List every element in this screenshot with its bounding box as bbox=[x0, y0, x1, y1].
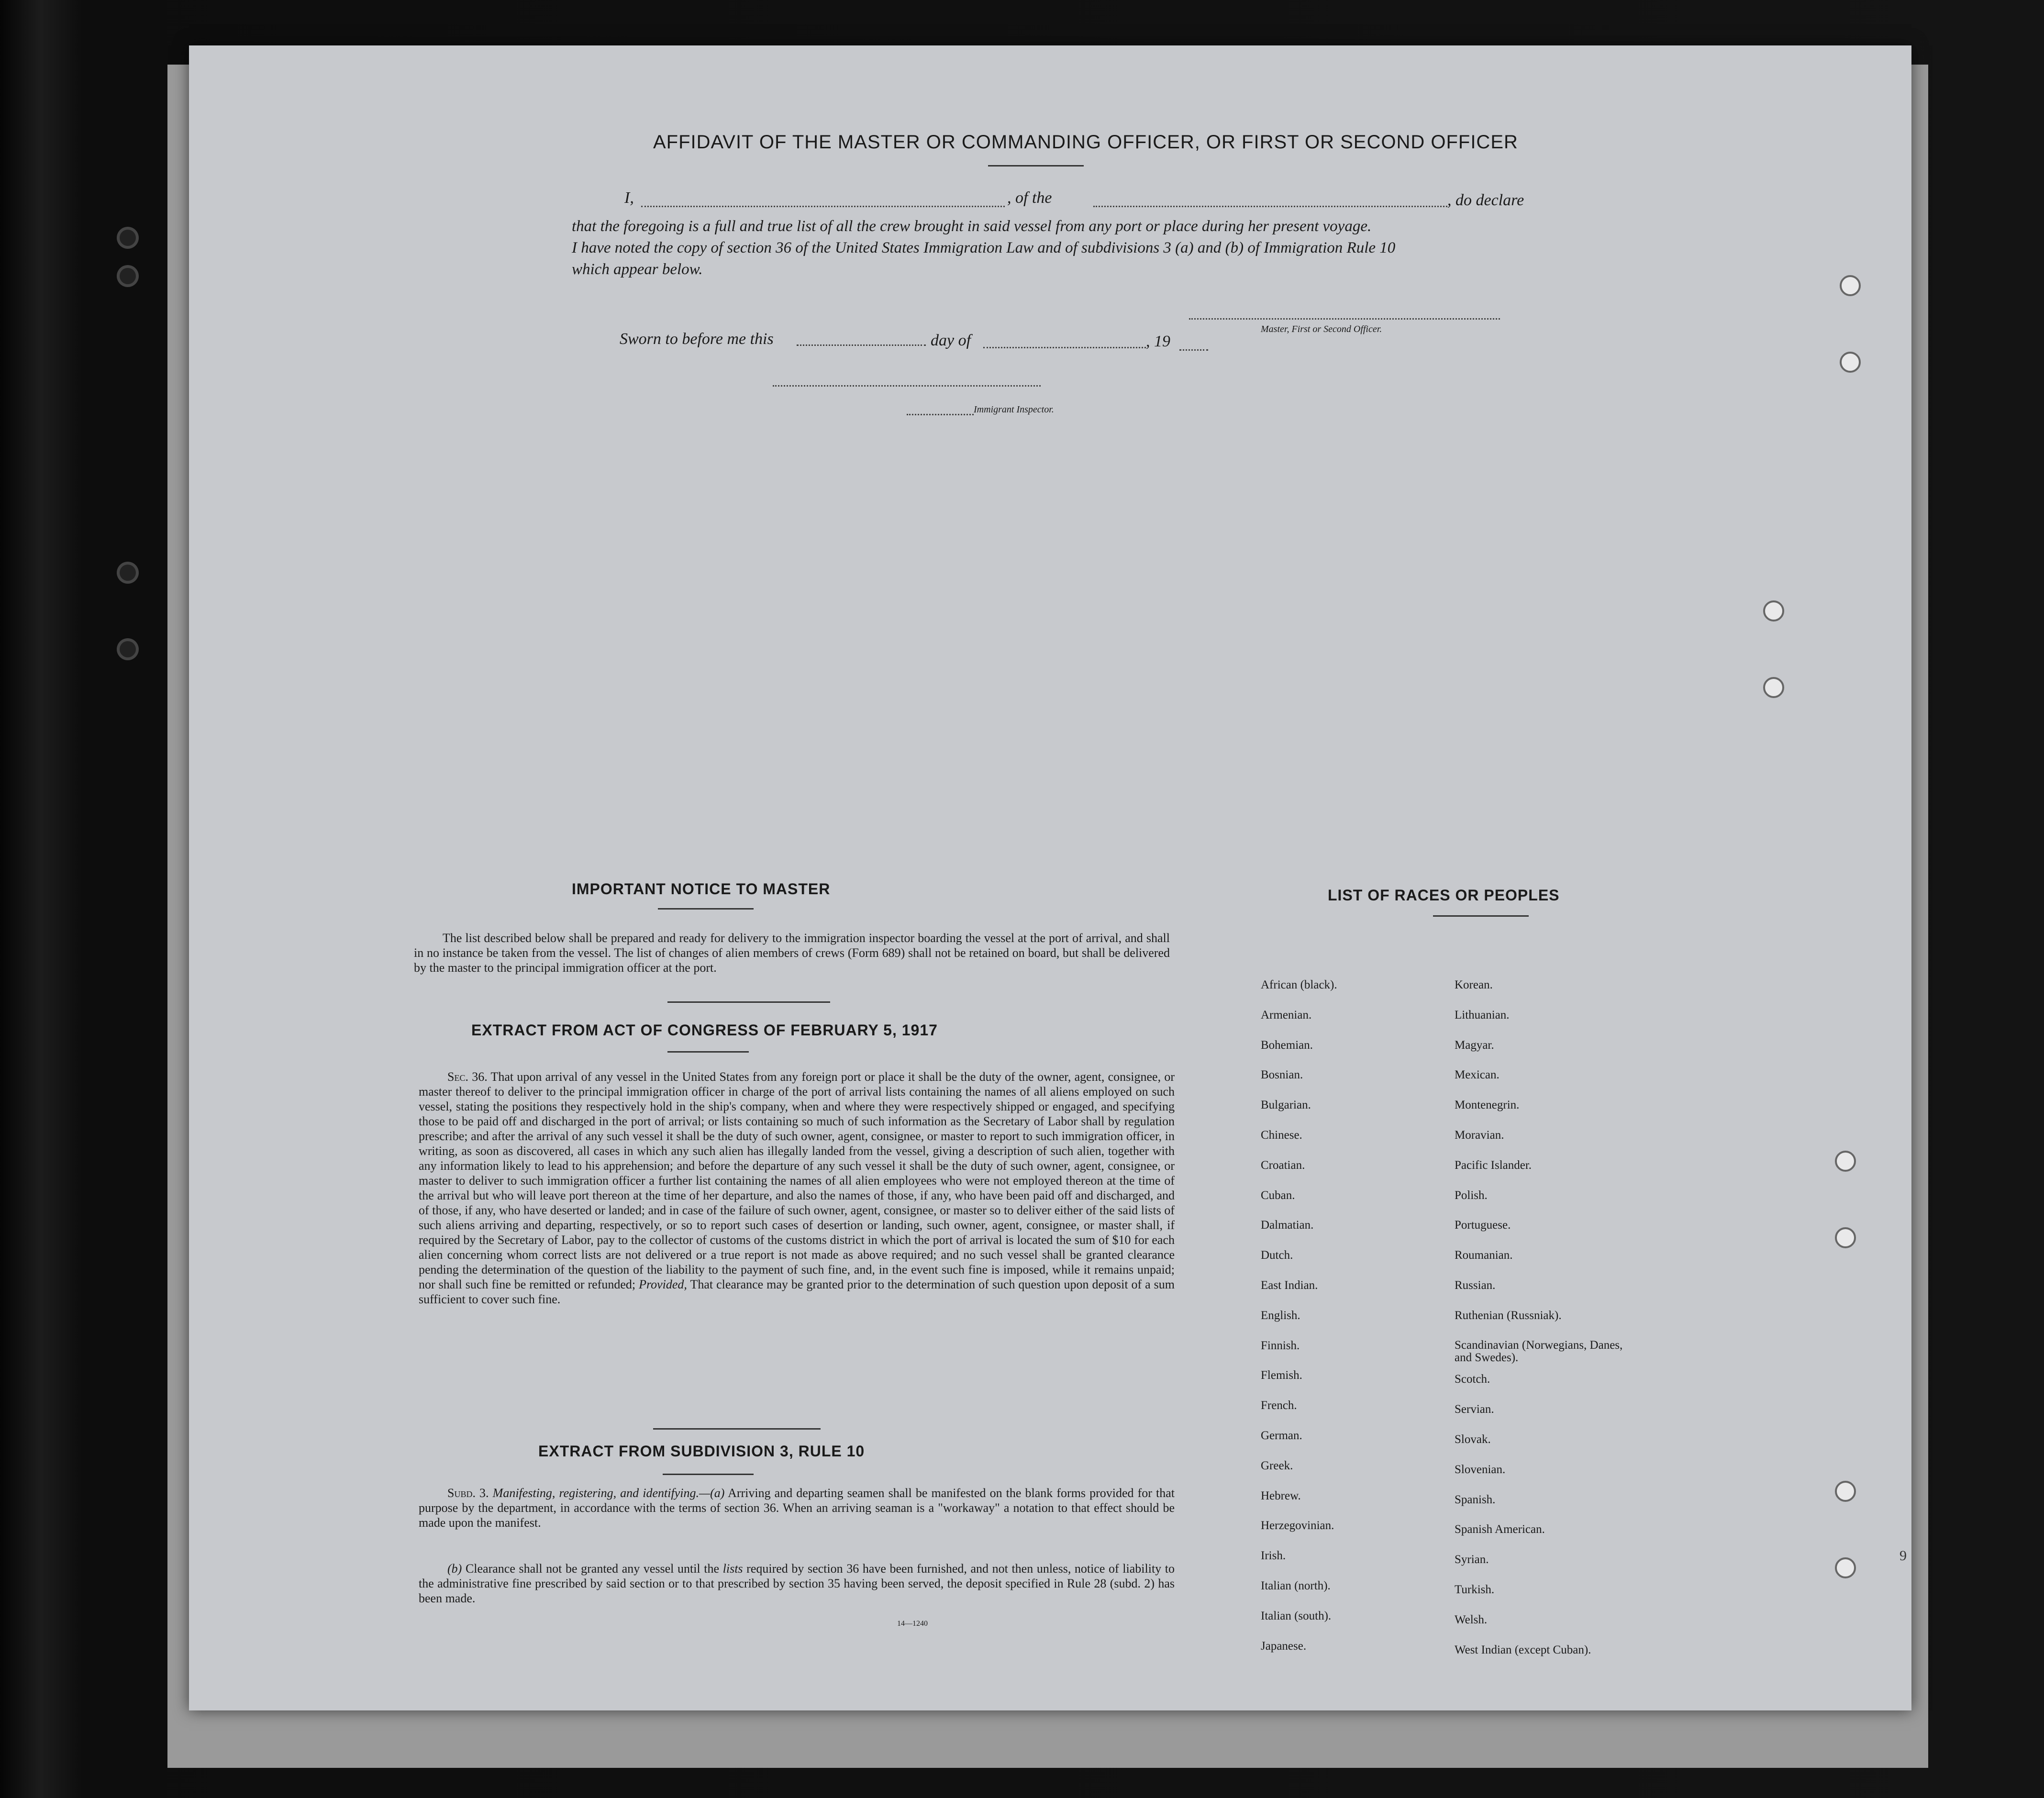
month-blank bbox=[983, 347, 1146, 348]
race-item: Dalmatian. bbox=[1261, 1219, 1314, 1232]
race-item: Turkish. bbox=[1455, 1583, 1495, 1596]
race-item: English. bbox=[1261, 1309, 1300, 1322]
punch-hole bbox=[1840, 275, 1861, 296]
race-item: Bulgarian. bbox=[1261, 1099, 1311, 1112]
binder-rivet bbox=[120, 641, 136, 657]
provided-text: That clearance may be granted prior to the determination of such question upon deposit of a sum sufficient to cover such fine. bbox=[419, 1277, 1175, 1306]
affidavit-line3: I have noted the copy of section 36 of the United States Immigration Law and of subdivisions 3 (a) and (b) of Immigration Rule 10 bbox=[572, 239, 1396, 256]
act-rule bbox=[667, 1051, 749, 1053]
inspector-signature-blank bbox=[773, 385, 1041, 387]
race-item: African (black). bbox=[1261, 978, 1337, 991]
form-number: 14—1240 bbox=[897, 1620, 928, 1628]
race-item: Welsh. bbox=[1455, 1613, 1488, 1626]
affidavit-line1-mid: , of the bbox=[1007, 189, 1052, 207]
master-signature-blank bbox=[1189, 318, 1500, 320]
affidavit-line2: that the foregoing is a full and true list of all the crew brought in said vessel from any port or place during her present voyage. bbox=[572, 218, 1372, 235]
race-item: Greek. bbox=[1261, 1459, 1293, 1472]
title-underline bbox=[988, 165, 1084, 166]
race-item: Magyar. bbox=[1455, 1038, 1494, 1052]
race-item: Chinese. bbox=[1261, 1129, 1302, 1142]
race-item: Servian. bbox=[1455, 1403, 1494, 1416]
race-item: French. bbox=[1261, 1399, 1297, 1412]
notice-separator bbox=[667, 1001, 830, 1003]
notice-heading: IMPORTANT NOTICE TO MASTER bbox=[572, 880, 831, 898]
notice-rule bbox=[658, 908, 754, 910]
race-item: Roumanian. bbox=[1455, 1249, 1513, 1262]
race-item: Syrian. bbox=[1455, 1553, 1489, 1566]
para-a-text: Arriving and departing seamen shall be manifested on the blank forms provided for that purpose by the department, in accordance with the terms of section 36. When an arriving seaman is a "workaway" a notation to that effect should be made upon the manifest. bbox=[419, 1486, 1175, 1530]
race-item: German. bbox=[1261, 1429, 1302, 1442]
race-item: Finnish. bbox=[1261, 1339, 1300, 1352]
race-item: Flemish. bbox=[1261, 1369, 1302, 1382]
subd-label: Subd. 3. bbox=[447, 1486, 489, 1500]
manifest-page bbox=[189, 45, 1911, 1710]
rule10-para-b bbox=[419, 1561, 1175, 1606]
race-item: Pacific Islander. bbox=[1455, 1158, 1532, 1172]
punch-hole bbox=[1840, 352, 1861, 373]
race-item: Spanish. bbox=[1455, 1493, 1496, 1506]
section-label: Sec. 36. bbox=[447, 1070, 488, 1084]
vessel-blank bbox=[1093, 206, 1447, 207]
race-item: Ruthenian (Russniak). bbox=[1455, 1309, 1562, 1322]
para-b-pre: Clearance shall not be granted any vessel until the bbox=[465, 1562, 720, 1576]
affidavit-line1-end: , do declare bbox=[1447, 191, 1524, 209]
punch-hole bbox=[1763, 600, 1784, 622]
notice-body: The list described below shall be prepared and ready for delivery to the immigration inspector boarding the vessel at the port of arrival, and shall in no instance be taken from the vessel. The list of changes of alien members of crews (Form 689) shall not be retained on board, but shall be delivered by the master to the principal immigration officer at the port. bbox=[414, 931, 1170, 975]
act-heading: EXTRACT FROM ACT OF CONGRESS OF FEBRUARY 5, 1917 bbox=[471, 1021, 938, 1039]
inspector-caption: Immigrant Inspector. bbox=[974, 404, 1054, 415]
race-item: East Indian. bbox=[1261, 1279, 1318, 1292]
race-item: Mexican. bbox=[1455, 1068, 1500, 1082]
race-item: Armenian. bbox=[1261, 1008, 1312, 1021]
para-b-post: required by section 36 have been furnished, and not then unless, notice of liability to the administrative fine prescribed by said section or to that prescribed by section 35 having been served, the deposit specified in Rule 28 (subd. 2) has been made. bbox=[419, 1562, 1175, 1605]
races-rule bbox=[1433, 915, 1529, 917]
race-item: Scandinavian (Norwegians, Danes, and Swedes). bbox=[1455, 1338, 1623, 1364]
punch-hole bbox=[1835, 1227, 1856, 1248]
race-item: Scotch. bbox=[1455, 1373, 1490, 1386]
race-item: Cuban. bbox=[1261, 1188, 1295, 1202]
inspector-caption-leader bbox=[907, 414, 974, 415]
race-item: Japanese. bbox=[1261, 1639, 1307, 1653]
rule10-para-a bbox=[419, 1486, 1175, 1530]
races-heading: LIST OF RACES OR PEOPLES bbox=[1328, 887, 1560, 904]
punch-hole bbox=[1835, 1557, 1856, 1578]
race-item: Montenegrin. bbox=[1455, 1099, 1520, 1112]
year-blank bbox=[1179, 349, 1208, 351]
rule10-heading: EXTRACT FROM SUBDIVISION 3, RULE 10 bbox=[538, 1443, 865, 1460]
day-blank bbox=[797, 344, 926, 346]
rule10-rule bbox=[663, 1474, 754, 1475]
race-item: Hebrew. bbox=[1261, 1489, 1301, 1502]
race-item: Korean. bbox=[1455, 978, 1493, 991]
binder-rivet bbox=[120, 230, 136, 246]
sworn-text-b: day of bbox=[931, 332, 971, 349]
race-item: Slovenian. bbox=[1455, 1463, 1506, 1476]
race-item: Spanish American. bbox=[1455, 1523, 1545, 1536]
sworn-text-a: Sworn to before me this bbox=[620, 330, 774, 348]
page-mark: 9 bbox=[1900, 1548, 1907, 1564]
punch-hole bbox=[1835, 1481, 1856, 1502]
affidavit-title: AFFIDAVIT OF THE MASTER OR COMMANDING OFFICER, OR FIRST OR SECOND OFFICER bbox=[653, 132, 1518, 153]
race-item: Dutch. bbox=[1261, 1249, 1293, 1262]
race-item: Bohemian. bbox=[1261, 1038, 1313, 1052]
race-item: Moravian. bbox=[1455, 1129, 1504, 1142]
punch-hole bbox=[1763, 677, 1784, 698]
affidavit-line1-start: I, bbox=[624, 189, 634, 207]
act-separator bbox=[653, 1428, 821, 1430]
race-item: Irish. bbox=[1261, 1549, 1286, 1563]
race-item: Portuguese. bbox=[1455, 1219, 1511, 1232]
act-body bbox=[419, 1069, 1175, 1307]
binder-rivet bbox=[120, 268, 136, 284]
punch-hole bbox=[1835, 1151, 1856, 1172]
binder-rivet bbox=[120, 565, 136, 581]
race-item: Croatian. bbox=[1261, 1158, 1305, 1172]
race-item: Polish. bbox=[1455, 1188, 1488, 1202]
para-b-label: (b) bbox=[447, 1562, 462, 1576]
para-b-lists: lists bbox=[722, 1562, 743, 1576]
race-item: Slovak. bbox=[1455, 1433, 1491, 1446]
race-item: Bosnian. bbox=[1261, 1068, 1303, 1082]
race-item: Lithuanian. bbox=[1455, 1008, 1510, 1021]
race-item: Russian. bbox=[1455, 1279, 1496, 1292]
race-item: Herzegovinian. bbox=[1261, 1519, 1334, 1532]
race-item: Italian (north). bbox=[1261, 1579, 1331, 1592]
race-item: Italian (south). bbox=[1261, 1609, 1332, 1622]
master-caption: Master, First or Second Officer. bbox=[1261, 324, 1382, 334]
race-item: West Indian (except Cuban). bbox=[1455, 1643, 1591, 1656]
provided-label: Provided, bbox=[639, 1277, 687, 1291]
affidavit-line4: which appear below. bbox=[572, 261, 703, 278]
subd-title: Manifesting, registering, and identifying.—(a) bbox=[492, 1486, 725, 1500]
name-blank bbox=[641, 206, 1005, 207]
sworn-text-c: , 19 bbox=[1146, 333, 1170, 350]
section-36-text: That upon arrival of any vessel in the United States from any foreign port or place it shall be the duty of the owner, agent, consignee, or master thereof to deliver to the principal immigration officer in charge of the port of arrival lists containing the names of all aliens employed on such vessel, stating the positions they respectively hold in the ship's company, when and where they were respectively shipped or engaged, and specifying those to be paid off and discharged in the port of arrival; or lists containing so much of such information as the Secretary of Labor shall by regulation prescribe; and after the arrival of any such vessel it shall be the duty of such owner, agent, consignee, or master to report to such immigration officer, in writing, as soon as discovered, all cases in which any such alien has illegally landed from the vessel, giving a description of such alien, together with any information likely to lead to his apprehension; and before the departure of any such vessel it shall be the duty of such owner, agent, consignee, or master to deliver to such immigration officer a further list containing the names of all alien employees who were not employed thereon at the time of the arrival but who will leave port thereon at the time of her departure, and also the names of those, if any, who have been paid off and discharged, and of those, if any, who have deserted or landed; and in case of the failure of such owner, agent, consignee, or master so to deliver either of the said lists of such aliens arriving and departing, respectively, or so to report such cases of desertion or landing, such owner, agent, consignee, or master shall, if required by the Secretary of Labor, pay to the collector of customs of the customs district in which the port of arrival is located the sum of $10 for each alien concerning whom correct lists are not delivered or a true report is not made as above required; and no such vessel shall be granted clearance pending the determination of the question of the liability to the payment of such fine, and, in the event such fine is imposed, while it remains unpaid; nor shall such fine be remitted or refunded; bbox=[419, 1070, 1175, 1291]
